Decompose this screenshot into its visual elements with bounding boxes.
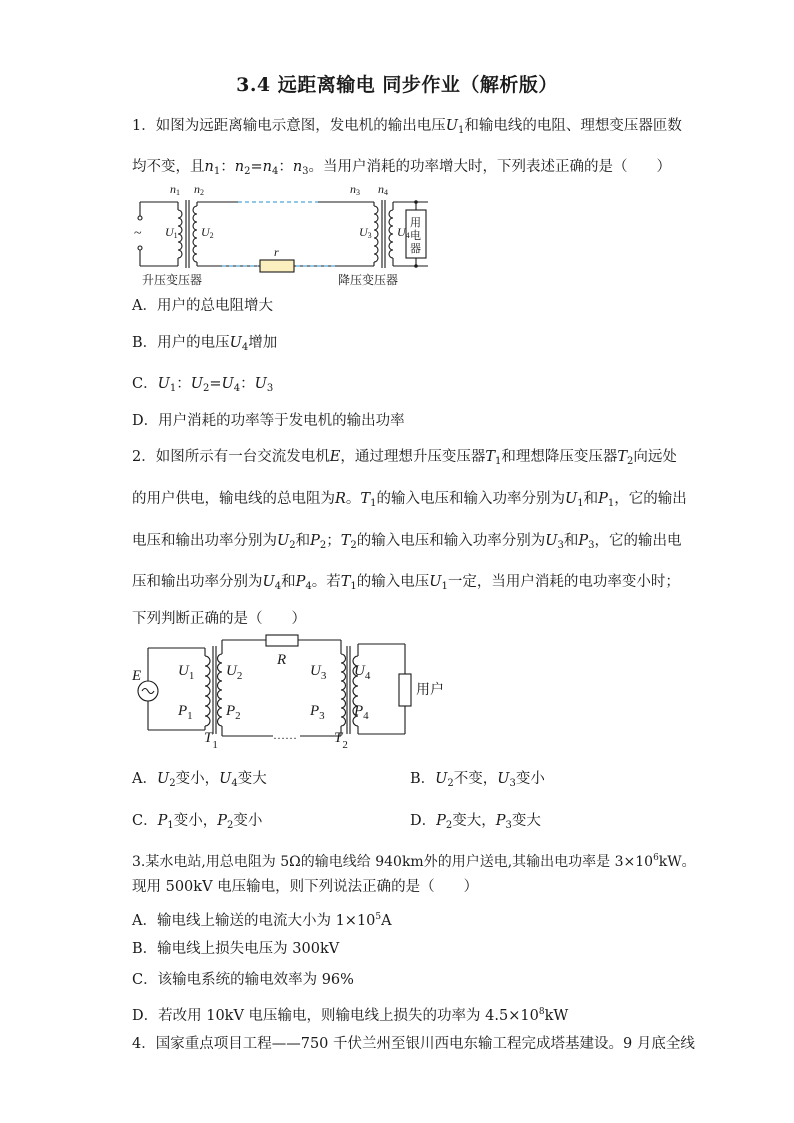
q2-user-load — [399, 674, 411, 706]
q3-option-b[interactable]: B．输电线上损失电压为 300kV — [132, 941, 340, 957]
q1-line-resistor — [260, 260, 294, 272]
q2-stem-line-5: 下列判断正确的是（ ） — [132, 611, 306, 627]
q2-label-e: E — [132, 668, 142, 684]
q2-stem-line-3: 电压和输出功率分别为$U_2$和$P_2$；$T_2$的输入电压和输入功率分别为$U_3$和$P_3$，它的输出电 — [132, 533, 682, 551]
q1-stepdown-primary-coil — [374, 206, 378, 262]
q1-load-char-2: 电 — [410, 230, 421, 242]
q2-t2-primary-coil — [341, 654, 346, 726]
q1-label-n4: n4 — [378, 182, 388, 197]
q2-label-p1: $P_1$ — [178, 703, 193, 722]
q2-option-d[interactable]: D．$P_2$变大，$P_3$变大 — [410, 813, 541, 831]
q2-label-user: 用户 — [416, 683, 444, 698]
q4-stem-line-1: 4．国家重点项目工程——750 千伏兰州至银川西电东输工程完成塔基建设。9 月底全线 — [132, 1036, 695, 1052]
q2-stem-line-4: 压和输出功率分别为$U_4$和$P_4$。若$T_1$的输入电压$U_1$一定，当用户消耗的电功率变小时； — [132, 574, 680, 592]
q1-circuit-diagram — [128, 180, 448, 292]
q1-stepup-secondary-coil — [193, 206, 197, 262]
q1-stepup-primary-coil — [178, 210, 182, 258]
q1-option-b[interactable]: B．用户的电压$U_4$增加 — [132, 335, 278, 353]
q2-option-a[interactable]: A．$U_2$变小，$U_4$变大 — [132, 771, 267, 789]
q1-label-step-up: 升压变压器 — [142, 273, 203, 287]
q1-option-d[interactable]: D．用户消耗的功率等于发电机的输出功率 — [132, 413, 405, 429]
q2-option-c[interactable]: C．$P_1$变小，$P_2$变小 — [132, 813, 263, 831]
q2-label-dots: …… — [273, 728, 297, 742]
q2-generator-wave-icon — [142, 689, 154, 694]
q2-label-t2: $T_2$ — [334, 730, 348, 751]
q1-label-u4: U4 — [397, 225, 410, 240]
q1-label-n1: n1 — [170, 182, 180, 197]
q1-label-n2: n2 — [194, 182, 204, 197]
q2-line-resistor — [266, 635, 298, 646]
q1-junction-top — [414, 200, 418, 204]
q2-label-u1: $U_1$ — [178, 663, 195, 682]
q1-label-u3: U3 — [359, 225, 372, 240]
q1-stem-line-1: 1．如图为远距离输电示意图，发电机的输出电压$U_1$和输电线的电阻、理想变压器匝数 — [132, 118, 682, 136]
q1-label-n3: n3 — [350, 182, 360, 197]
q1-label-u1: U1 — [165, 225, 178, 240]
q1-label-u2: U2 — [201, 225, 214, 240]
page-title: 3.4 远距离输电 同步作业（解析版） — [236, 74, 558, 96]
q1-junction-bottom — [414, 264, 418, 268]
q1-ac-source-symbol: ~ — [134, 226, 142, 241]
q2-label-t1: $T_1$ — [204, 730, 218, 751]
q2-option-b[interactable]: B．$U_2$不变，$U_3$变小 — [410, 771, 545, 789]
q2-label-p3: $P_3$ — [310, 703, 325, 722]
q2-t1-primary-coil — [205, 656, 210, 726]
q2-label-u3: $U_3$ — [310, 663, 327, 682]
q2-label-p4: $P_4$ — [354, 703, 369, 722]
q3-option-d[interactable]: D．若改用 10kV 电压输电，则输电线上损失的功率为 $4.5\times 10^8kW$ — [132, 1007, 569, 1024]
q1-load-char-1: 用 — [410, 217, 421, 229]
q3-option-c[interactable]: C．该输电系统的输电效率为 96% — [132, 972, 354, 988]
q2-label-p2: $P_2$ — [226, 703, 241, 722]
q1-label-r: r — [274, 245, 279, 259]
q1-source-terminal-bottom — [138, 246, 142, 250]
q1-option-a[interactable]: A．用户的总电阻增大 — [132, 298, 273, 314]
q1-option-c[interactable]: C．$U_1$：$U_2=U_4$：$U_3$ — [132, 376, 274, 394]
q2-t1-secondary-coil — [218, 654, 223, 726]
q2-stem-line-1: 2．如图所示有一台交流发电机E，通过理想升压变压器$T_1$和理想降压变压器$T_2$向远处 — [132, 449, 677, 467]
q3-stem-line-1: 3.某水电站,用总电阻为 5Ω的输电线给 940km外的用户送电,其输出电功率是 $3\times 10^6kW$。 — [132, 853, 696, 870]
q2-label-u2: $U_2$ — [226, 663, 243, 682]
q1-source-terminal-top — [138, 216, 142, 220]
q3-option-a[interactable]: A．输电线上输送的电流大小为 $1\times 10^5A$ — [132, 912, 392, 929]
q3-stem-line-2: 现用 500kV 电压输电，则下列说法正确的是（ ） — [132, 879, 479, 895]
q2-circuit-diagram — [128, 630, 444, 755]
q1-load-char-3: 器 — [410, 243, 421, 255]
q2-label-u4: $U_4$ — [354, 663, 371, 682]
q1-stepdown-secondary-coil — [389, 210, 393, 258]
q1-label-step-down: 降压变压器 — [338, 273, 399, 287]
q2-label-r: R — [277, 652, 287, 668]
q1-stem-line-2: 均不变，且$n_1$：$n_2=n_4$：$n_3$。当用户消耗的功率增大时，下列表述正确的是（ ） — [132, 159, 672, 177]
q2-stem-line-2: 的用户供电，输电线的总电阻为R。$T_1$的输入电压和输入功率分别为$U_1$和$P_1$，它的输出 — [132, 491, 687, 509]
